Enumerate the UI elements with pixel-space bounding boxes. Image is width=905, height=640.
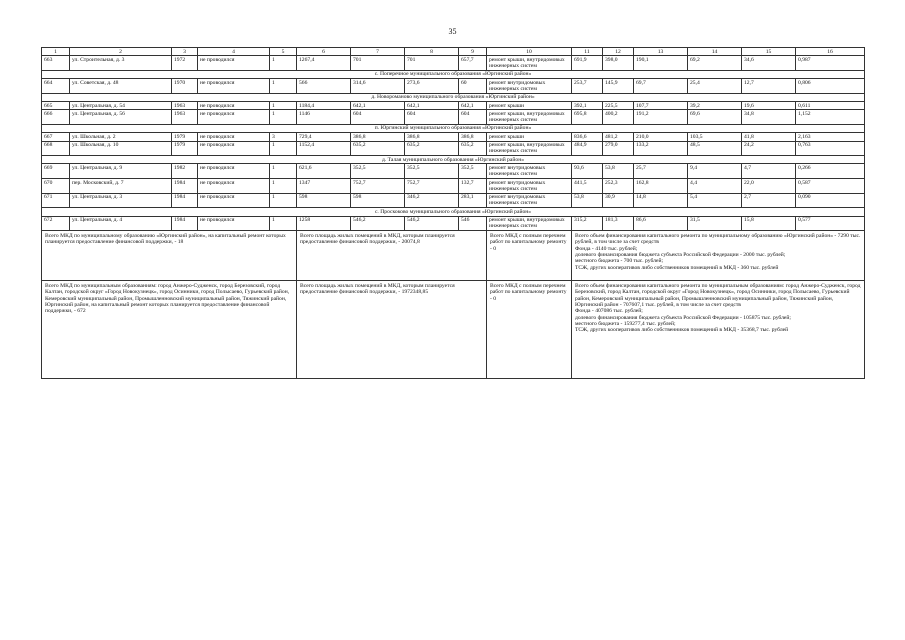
- table-cell: 2,163: [796, 133, 865, 141]
- table-cell: 24,2: [742, 141, 796, 156]
- table-cell: 665: [42, 102, 70, 110]
- table-cell: 729,4: [297, 133, 351, 141]
- table-cell: 546,2: [351, 216, 405, 231]
- table-cell: 346,2: [405, 193, 459, 208]
- table-cell: ремонт крыши, внутридомовых инженерных систем: [487, 216, 572, 231]
- column-header: 11: [572, 48, 603, 56]
- summary-full-works: Всего МКД с полным перечнем работ по капитальному ремонту - 0: [487, 231, 572, 281]
- table-cell: 668: [42, 141, 70, 156]
- table-cell: 642,1: [405, 102, 459, 110]
- table-cell: 39,2: [688, 102, 742, 110]
- table-cell: 836,6: [572, 133, 603, 141]
- column-header: 15: [742, 48, 796, 56]
- table-cell: ремонт крыши, внутридомовых инженерных систем: [487, 141, 572, 156]
- table-cell: 398,0: [603, 56, 634, 71]
- table-cell: 0,987: [796, 56, 865, 71]
- table-cell: 598: [297, 193, 351, 208]
- table-cell: 4,4: [688, 179, 742, 194]
- table-cell: 4,7: [742, 164, 796, 179]
- summary-building-count: Всего МКД по муниципальному образованию «Юргинский район», на капитальный ремонт которых планируется предоставление финансовой поддержки, - 18: [42, 231, 297, 281]
- table-row: [42, 193, 865, 208]
- summary-full-works: Всего МКД с полным перечнем работ по капитальному ремонту - 0: [487, 281, 572, 379]
- table-cell: 484,9: [572, 141, 603, 156]
- table-cell: ул. Центральная, д. 56: [70, 110, 172, 125]
- table-cell: ремонт крыши: [487, 133, 572, 141]
- table-cell: 9,4: [688, 164, 742, 179]
- table-cell: 352,5: [459, 164, 487, 179]
- table-cell: 1: [270, 110, 297, 125]
- column-header: 3: [172, 48, 198, 56]
- table-cell: 69,2: [688, 56, 742, 71]
- table-cell: 225,5: [603, 102, 634, 110]
- table-cell: ремонт внутридомовых инженерных систем: [487, 164, 572, 179]
- table-cell: 566: [297, 79, 351, 94]
- column-header: 9: [459, 48, 487, 56]
- table-cell: 666: [42, 110, 70, 125]
- table-cell: 19,6: [742, 102, 796, 110]
- table-cell: 190,1: [634, 56, 688, 71]
- table-cell: 2,7: [742, 193, 796, 208]
- table-cell: 546: [459, 216, 487, 231]
- financing-line: долевого финансирования бюджета субъекта Российской Федерации - 105875 тыс. рублей;: [575, 314, 791, 321]
- table-cell: 752,7: [405, 179, 459, 194]
- table-cell: 1979: [172, 141, 198, 156]
- column-header: 10: [487, 48, 572, 56]
- table-cell: 1: [270, 141, 297, 156]
- table-cell: 635,2: [459, 141, 487, 156]
- table-cell: 695,8: [572, 110, 603, 125]
- table-cell: 1: [270, 179, 297, 194]
- summary-financing: [572, 231, 865, 281]
- column-header: 2: [70, 48, 172, 56]
- table-cell: не проводился: [198, 216, 270, 231]
- table-cell: 0,763: [796, 141, 865, 156]
- section-heading-row: [42, 124, 865, 132]
- table-cell: 0,587: [796, 179, 865, 194]
- financing-line: долевого финансирования бюджета субъекта Российской Федерации - 2000 тыс. рублей;: [575, 252, 786, 259]
- section-heading: д. Талая муниципального образования «Юргинский район»: [42, 156, 865, 164]
- column-header: 12: [603, 48, 634, 56]
- table-cell: 642,1: [351, 102, 405, 110]
- table-cell: не проводился: [198, 164, 270, 179]
- table-cell: 15,8: [742, 216, 796, 231]
- table-cell: 441,5: [572, 179, 603, 194]
- table-cell: 386,8: [405, 133, 459, 141]
- table-cell: 671: [42, 193, 70, 208]
- table-cell: 5,4: [688, 193, 742, 208]
- table-cell: 315,2: [572, 216, 603, 231]
- section-heading: с. Проскоково муниципального образования «Юргинский район»: [42, 208, 865, 216]
- table-cell: 1: [270, 164, 297, 179]
- table-cell: 1152,4: [297, 141, 351, 156]
- financing-line: местного бюджета - 159277,4 тыс. рублей;: [575, 320, 676, 327]
- table-cell: 34,8: [742, 110, 796, 125]
- table-cell: 1963: [172, 102, 198, 110]
- table-cell: 30,9: [603, 193, 634, 208]
- summary-financing: [572, 281, 865, 379]
- table-cell: ул. Центральная, д. 9: [70, 164, 172, 179]
- column-header: 14: [688, 48, 742, 56]
- table-cell: 0,090: [796, 193, 865, 208]
- table-cell: 1979: [172, 133, 198, 141]
- column-header: 6: [297, 48, 351, 56]
- column-header: 1: [42, 48, 70, 56]
- table-cell: пер. Московский, д. 7: [70, 179, 172, 194]
- table-cell: 53,8: [572, 193, 603, 208]
- table-cell: 635,2: [351, 141, 405, 156]
- table-cell: 701: [405, 56, 459, 71]
- table-cell: 657,7: [459, 56, 487, 71]
- table-cell: 352,5: [351, 164, 405, 179]
- table-cell: не проводился: [198, 179, 270, 194]
- table-row: [42, 102, 865, 110]
- table-cell: не проводился: [198, 56, 270, 71]
- table-row: [42, 164, 865, 179]
- table-cell: 664: [42, 79, 70, 94]
- table-cell: 392,1: [572, 102, 603, 110]
- table-row: [42, 110, 865, 125]
- table-cell: 1963: [172, 110, 198, 125]
- table-cell: ремонт внутридомовых инженерных систем: [487, 79, 572, 94]
- table-cell: ремонт внутридомовых инженерных систем: [487, 179, 572, 194]
- section-heading-row: [42, 156, 865, 164]
- financing-line: Всего объем финансирования капитального ремонта по муниципальным образованиям: город Анжеро-Судженск, город Березовский, город Калтан, городской округ «Город Новокузнецк», город Осинники, город Полысаево, Гурьевский район, Кемеровский муниципальный район, Промышленновский муниципальный район, Тяжинский район, Юргинский район - 707607,1 тыс. рублей, в том числе за счет средств: [575, 283, 861, 309]
- table-cell: 0,611: [796, 102, 865, 110]
- table-cell: 701: [351, 56, 405, 71]
- table-cell: 669: [42, 164, 70, 179]
- table-cell: не проводился: [198, 141, 270, 156]
- table-cell: 103,5: [688, 133, 742, 141]
- table-cell: 86,6: [634, 216, 688, 231]
- table-cell: 107,7: [634, 102, 688, 110]
- table-cell: 386,8: [351, 133, 405, 141]
- table-cell: 252,3: [603, 179, 634, 194]
- table-cell: ремонт внутридомовых инженерных систем: [487, 193, 572, 208]
- table-row: [42, 141, 865, 156]
- table-cell: 181,3: [603, 216, 634, 231]
- table-cell: 672: [42, 216, 70, 231]
- table-cell: 1982: [172, 164, 198, 179]
- table-row: [42, 179, 865, 194]
- table-cell: ул. Школьная, д. 10: [70, 141, 172, 156]
- table-cell: ул. Центральная, д. 54: [70, 102, 172, 110]
- section-heading: п. Юргинский муниципального образования «Юргинский район»: [42, 124, 865, 132]
- table-cell: 25,7: [634, 164, 688, 179]
- table-cell: 145,9: [603, 79, 634, 94]
- table-cell: 604: [405, 110, 459, 125]
- table-cell: 93,6: [572, 164, 603, 179]
- table-cell: 1: [270, 193, 297, 208]
- table-cell: 0,806: [796, 79, 865, 94]
- table-cell: не проводился: [198, 110, 270, 125]
- repair-program-table: [41, 47, 865, 379]
- table-cell: 133,2: [634, 141, 688, 156]
- section-heading: д. Новоромановo муниципального образования «Юргинский район»: [42, 93, 865, 101]
- table-cell: 69,7: [634, 79, 688, 94]
- column-header: 16: [796, 48, 865, 56]
- table-cell: 481,2: [603, 133, 634, 141]
- column-header: 5: [270, 48, 297, 56]
- table-cell: 1184,4: [297, 102, 351, 110]
- financing-line: местного бюджета - 700 тыс. рублей;: [575, 258, 663, 265]
- summary-area: Всего площадь жилых помещений в МКД, которым планируется предоставление финансовой поддержки, - 1972348,85: [297, 281, 487, 379]
- table-cell: 1: [270, 56, 297, 71]
- financing-line: ТСЖ, других кооперативов либо собственников помещений в МКД - 360 тыс. рублей: [575, 264, 779, 271]
- table-cell: 279,0: [603, 141, 634, 156]
- table-cell: не проводился: [198, 79, 270, 94]
- table-cell: 691,9: [572, 56, 603, 71]
- financing-line: Фонда - 407086 тыс. рублей;: [575, 308, 643, 315]
- table-cell: ремонт крыши, внутридомовых инженерных систем: [487, 110, 572, 125]
- table-cell: 1258: [297, 216, 351, 231]
- table-cell: 352,5: [405, 164, 459, 179]
- page-number: 35: [448, 27, 457, 36]
- table-cell: 642,1: [459, 102, 487, 110]
- table-cell: 0,266: [796, 164, 865, 179]
- table-cell: 132,7: [459, 179, 487, 194]
- table-cell: 191,2: [634, 110, 688, 125]
- table-cell: 621,6: [297, 164, 351, 179]
- financing-line: Всего объем финансирования капитального ремонта по муниципальному образованию «Юргинский район» - 7290 тыс. рублей, в том числе за счет средств: [575, 233, 861, 246]
- table-cell: ремонт крыши: [487, 102, 572, 110]
- table-cell: 53,8: [603, 164, 634, 179]
- section-heading-row: [42, 208, 865, 216]
- column-header: 4: [198, 48, 270, 56]
- table-cell: 69,6: [688, 110, 742, 125]
- table-cell: 1: [270, 102, 297, 110]
- section-heading-row: [42, 93, 865, 101]
- column-header: 13: [634, 48, 688, 56]
- table-cell: 273,6: [405, 79, 459, 94]
- table-cell: 1970: [172, 79, 198, 94]
- table-cell: ул. Центральная, д. 3: [70, 193, 172, 208]
- table-cell: 1,152: [796, 110, 865, 125]
- section-heading: с. Поперечное муниципального образования «Юргинский район»: [42, 70, 865, 78]
- table-cell: 546,2: [405, 216, 459, 231]
- table-cell: 283,1: [459, 193, 487, 208]
- table-cell: ул. Центральная, д. 4: [70, 216, 172, 231]
- column-header: 7: [351, 48, 405, 56]
- summary-building-count: Всего МКД по муниципальным образованиям: город Анжеро-Судженск, город Березовский, город Калтан, городской округ «Город Новокузнецк», город Осинники, город Полысаево, Гурьевский район, Кемеровский муниципальный район, Промышленновский муниципальный район, Тяжинский район, Юргинский район, на капитальный ремонт которых планируется предоставление финансовой поддержки, - 672: [42, 281, 297, 379]
- table-cell: 0,577: [796, 216, 865, 231]
- table-cell: 1267,4: [297, 56, 351, 71]
- table-cell: 604: [459, 110, 487, 125]
- table-cell: 635,2: [405, 141, 459, 156]
- table-cell: 314,6: [351, 79, 405, 94]
- table-cell: 162,8: [634, 179, 688, 194]
- financing-line: Фонда - 4140 тыс. рублей;: [575, 245, 638, 252]
- table-cell: 1: [270, 216, 297, 231]
- table-cell: 41,8: [742, 133, 796, 141]
- financing-line: ТСЖ, других кооперативов либо собственников помещений в МКД - 35368,7 тыс. рублей: [575, 327, 789, 334]
- table-row: [42, 133, 865, 141]
- section-heading-row: [42, 70, 865, 78]
- table-cell: ремонт крыши, внутридомовых инженерных систем: [487, 56, 572, 71]
- table-row: [42, 216, 865, 231]
- table-cell: не проводился: [198, 133, 270, 141]
- column-header: 8: [405, 48, 459, 56]
- table-cell: 1984: [172, 193, 198, 208]
- table-cell: 598: [351, 193, 405, 208]
- table-cell: 604: [351, 110, 405, 125]
- table-cell: не проводился: [198, 193, 270, 208]
- table-cell: 12,7: [742, 79, 796, 94]
- table-cell: 400,2: [603, 110, 634, 125]
- table-cell: не проводился: [198, 102, 270, 110]
- table-cell: 1984: [172, 179, 198, 194]
- table-cell: 1347: [297, 179, 351, 194]
- table-cell: 1972: [172, 56, 198, 71]
- table-cell: ул. Строительная, д. 3: [70, 56, 172, 71]
- table-cell: 60: [459, 79, 487, 94]
- table-cell: 210,0: [634, 133, 688, 141]
- summary-row: [42, 281, 865, 379]
- column-header-row: [42, 48, 865, 56]
- table-cell: 1146: [297, 110, 351, 125]
- table-cell: 667: [42, 133, 70, 141]
- table-cell: 253,7: [572, 79, 603, 94]
- table-cell: 48,5: [688, 141, 742, 156]
- table-cell: 31,5: [688, 216, 742, 231]
- table-cell: 670: [42, 179, 70, 194]
- summary-row: [42, 231, 865, 281]
- table-cell: 3: [270, 133, 297, 141]
- table-cell: 22,0: [742, 179, 796, 194]
- table-cell: 663: [42, 56, 70, 71]
- table-cell: 386,8: [459, 133, 487, 141]
- table-row: [42, 79, 865, 94]
- table-cell: ул. Школьная, д. 2: [70, 133, 172, 141]
- table-cell: 1984: [172, 216, 198, 231]
- summary-area: Всего площадь жилых помещений в МКД, которым планируется предоставление финансовой поддержки, - 20074,8: [297, 231, 487, 281]
- table-cell: 14,8: [634, 193, 688, 208]
- table-cell: ул. Советская, д. 48: [70, 79, 172, 94]
- table-cell: 34,6: [742, 56, 796, 71]
- table-cell: 752,7: [351, 179, 405, 194]
- table-row: [42, 56, 865, 71]
- table-cell: 1: [270, 79, 297, 94]
- table-cell: 25,4: [688, 79, 742, 94]
